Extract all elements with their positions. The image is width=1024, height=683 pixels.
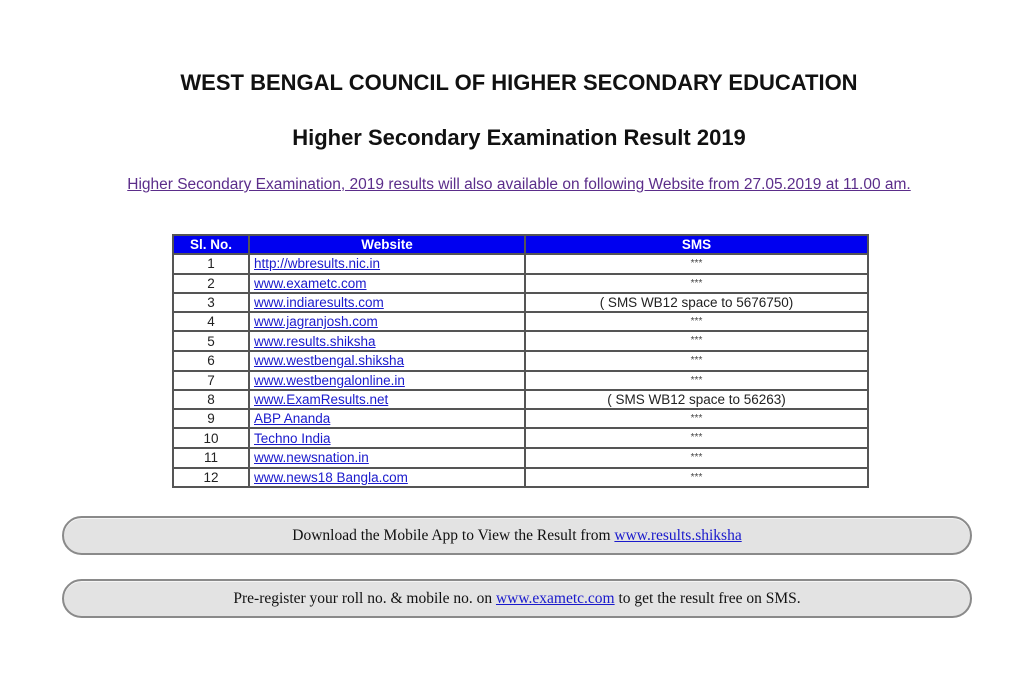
sms-cell: ***: [525, 351, 868, 371]
table-body: [173, 254, 868, 487]
website-cell: [249, 390, 525, 409]
table-row: [173, 409, 868, 429]
column-header-sms: SMS: [525, 235, 868, 254]
mobile-app-text: Download the Mobile App to View the Result from: [292, 526, 615, 544]
table-row: [173, 274, 868, 294]
sms-cell: ***: [525, 428, 868, 448]
table-row: [173, 371, 868, 391]
website-cell: [249, 428, 525, 448]
sms-cell: ( SMS WB12 space to 56263): [525, 390, 868, 409]
website-link[interactable]: www.exametc.com: [254, 275, 367, 291]
table-row: [173, 390, 868, 409]
sl-no-cell: 3: [173, 293, 249, 312]
website-link[interactable]: www.westbengalonline.in: [254, 372, 405, 388]
pre-register-text-before: Pre-register your roll no. & mobile no. on: [233, 589, 496, 607]
mobile-app-link[interactable]: www.results.shiksha: [614, 526, 742, 544]
sms-cell: ***: [525, 371, 868, 391]
pre-register-text-after: to get the result free on SMS.: [614, 589, 801, 607]
sl-no-cell: 5: [173, 331, 249, 351]
sms-cell: ***: [525, 274, 868, 294]
website-cell: [249, 371, 525, 391]
sl-no-cell: 1: [173, 254, 249, 274]
website-cell: [249, 351, 525, 371]
column-header-website: Website: [249, 235, 525, 254]
sms-cell: ***: [525, 312, 868, 332]
table-row: [173, 331, 868, 351]
website-link[interactable]: www.jagranjosh.com: [254, 314, 378, 330]
mobile-app-banner: [62, 516, 972, 555]
table-row: [173, 293, 868, 312]
sl-no-cell: 7: [173, 371, 249, 391]
sl-no-cell: 10: [173, 428, 249, 448]
pre-register-banner: [62, 579, 972, 618]
website-cell: [249, 312, 525, 332]
website-link[interactable]: www.westbengal.shiksha: [254, 353, 405, 369]
notice-link[interactable]: Higher Secondary Examination, 2019 results will also available on following Website from 27.05.2019 at 11.00 am.: [127, 176, 911, 193]
table-row: [173, 254, 868, 274]
sl-no-cell: 11: [173, 448, 249, 468]
sl-no-cell: 12: [173, 468, 249, 488]
sms-cell: ( SMS WB12 space to 5676750): [525, 293, 868, 312]
table-row: [173, 468, 868, 488]
table-row: [173, 351, 868, 371]
sl-no-cell: 4: [173, 312, 249, 332]
notice: [0, 176, 1024, 194]
website-link[interactable]: www.results.shiksha: [254, 333, 376, 349]
website-link[interactable]: Techno India: [254, 430, 331, 446]
sl-no-cell: 9: [173, 409, 249, 429]
website-link[interactable]: www.ExamResults.net: [254, 391, 389, 407]
website-cell: [249, 293, 525, 312]
sms-cell: ***: [525, 448, 868, 468]
results-table: [172, 234, 869, 488]
website-link[interactable]: http://wbresults.nic.in: [254, 256, 381, 272]
website-cell: [249, 409, 525, 429]
sl-no-cell: 2: [173, 274, 249, 294]
sl-no-cell: 6: [173, 351, 249, 371]
website-link[interactable]: www.indiaresults.com: [254, 294, 384, 310]
sms-cell: ***: [525, 409, 868, 429]
table-header-row: [173, 235, 868, 254]
sms-cell: ***: [525, 254, 868, 274]
table-row: [173, 448, 868, 468]
website-cell: [249, 254, 525, 274]
website-cell: [249, 331, 525, 351]
website-link[interactable]: www.news18 Bangla.com: [254, 469, 408, 485]
website-cell: [249, 448, 525, 468]
table-row: [173, 312, 868, 332]
website-link[interactable]: www.newsnation.in: [254, 450, 369, 466]
sl-no-cell: 8: [173, 390, 249, 409]
column-header-sl-no: Sl. No.: [173, 235, 249, 254]
pre-register-link[interactable]: www.exametc.com: [495, 589, 615, 607]
website-cell: [249, 274, 525, 294]
website-cell: [249, 468, 525, 488]
website-link[interactable]: ABP Ananda: [254, 411, 331, 427]
table-row: [173, 428, 868, 448]
org-title: WEST BENGAL COUNCIL OF HIGHER SECONDARY EDUCATION: [180, 70, 858, 95]
sms-cell: ***: [525, 468, 868, 488]
sms-cell: ***: [525, 331, 868, 351]
exam-title: Higher Secondary Examination Result 2019: [292, 125, 746, 150]
